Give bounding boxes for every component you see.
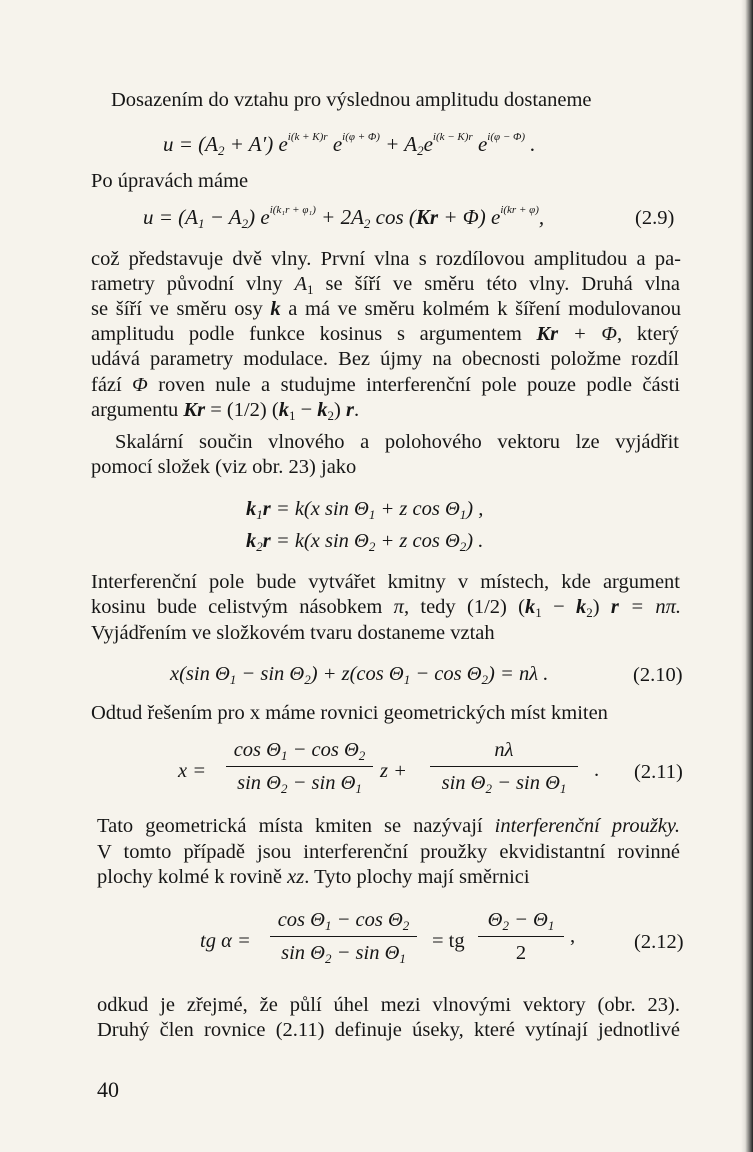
- text-line: rametry původní vlny $A_1$ se šíří ve směru této vlny. Druhá vlna: [91, 273, 680, 297]
- text-line: což představuje dvě vlny. První vlna s rozdílovou amplitudou a pa-: [91, 248, 681, 270]
- equation-1: $u = (A_2 + A')$ $e^{i(k + K)r}$ $e^{i(\varphi + \Phi)} + A_2e^{i(k - K)r}$ $e^{i(\varphi - \Phi)}$ .: [163, 131, 536, 158]
- text-line: plochy kolmé k rovině xz. Tyto plochy mají směrnici: [97, 866, 530, 888]
- text-line: Po úpravách máme: [91, 170, 249, 192]
- equation-2-12-mid: = tg: [432, 930, 465, 952]
- equation-number: (2.10): [633, 664, 683, 686]
- equation-k1r: $k_1r = k(x$ $\sin \Theta_1 + z$ $\cos \Theta_1$) ,: [246, 498, 484, 522]
- fraction-1: $\cos \Theta_1 - \cos \Theta_2$ $\sin \Theta_2 - \sin \Theta_1$: [226, 740, 373, 793]
- fraction-4: $\Theta_2 - \Theta_1$ 2: [478, 910, 564, 963]
- equation-2-11-lhs: x =: [178, 760, 207, 782]
- text-line: Odtud řešením pro x máme rovnici geometrických míst kmiten: [91, 702, 608, 724]
- equation-2-11-dot: .: [594, 759, 600, 781]
- text-line: se šíří ve směru osy k a má ve směru kolmém k šíření modulovanou: [91, 298, 682, 320]
- text-line: amplitudu podle funkce kosinus s argumentem Kr + Φ, který: [91, 323, 679, 345]
- text-line: V tomto případě jsou interferenční proužky ekvidistantní rovinné: [97, 841, 680, 863]
- equation-2-9: $u = (A_1 - A_2) e^{i(k_1r + \varphi_1)} + 2A_2$ cos (Kr + Φ) $e^{i(kr + \varphi)}$,: [143, 204, 545, 231]
- text-line: Dosazením do vztahu pro výslednou amplitudu dostaneme: [111, 89, 592, 111]
- text-line: Tato geometrická místa kmiten se nazývají interferenční proužky.: [97, 815, 680, 837]
- text-line: udává parametry modulace. Bez újmy na obecnosti položme rozdíl: [91, 348, 679, 370]
- text-line: Skalární součin vlnového a polohového vektoru lze vyjádřit: [115, 431, 679, 453]
- equation-number: (2.11): [634, 761, 683, 783]
- page-edge-shadow: [741, 0, 753, 1152]
- equation-2-12-lhs: tg α =: [200, 930, 251, 952]
- text-line: Interferenční pole bude vytvářet kmitny v místech, kde argument: [91, 571, 680, 593]
- page-number: 40: [97, 1077, 119, 1102]
- text-line: fází Φ roven nule a studujme interferenční pole pouze podle části: [91, 374, 680, 396]
- text-line: argumentu Kr = (1/2) $(k_1 - k_2)$ r.: [91, 399, 360, 423]
- equation-number: (2.12): [634, 931, 684, 953]
- text-line: odkud je zřejmé, že půlí úhel mezi vlnovými vektory (obr. 23).: [97, 994, 680, 1016]
- text-line: pomocí složek (viz obr. 23) jako: [91, 456, 357, 478]
- equation-2-11-mid: z +: [380, 760, 407, 782]
- text-line: kosinu bude celistvým násobkem π, tedy (1/2) $(k_1 - k_2) r = n\pi$.: [91, 596, 682, 620]
- text-line: Vyjádřením ve složkovém tvaru dostaneme vztah: [91, 622, 495, 644]
- equation-2-10: x(sin $\Theta_1 - \sin \Theta_2) + z(\cos$ $\Theta_1 - \cos \Theta_2) = n\lambda$ .: [170, 663, 549, 687]
- equation-2-12-comma: ,: [570, 925, 576, 947]
- text-line: Druhý člen rovnice (2.11) definuje úseky, které vytínají jednotlivé: [97, 1019, 680, 1041]
- fraction-3: $\cos \Theta_1 - \cos \Theta_2$ $\sin \Theta_2 - \sin \Theta_1$: [270, 910, 417, 963]
- equation-k2r: $k_2r = k(x$ $\sin \Theta_2 + z$ $\cos \Theta_2$) .: [246, 530, 484, 554]
- equation-number: (2.9): [635, 207, 675, 229]
- fraction-2: nλ $\sin \Theta_2 - \sin \Theta_1$: [430, 740, 578, 793]
